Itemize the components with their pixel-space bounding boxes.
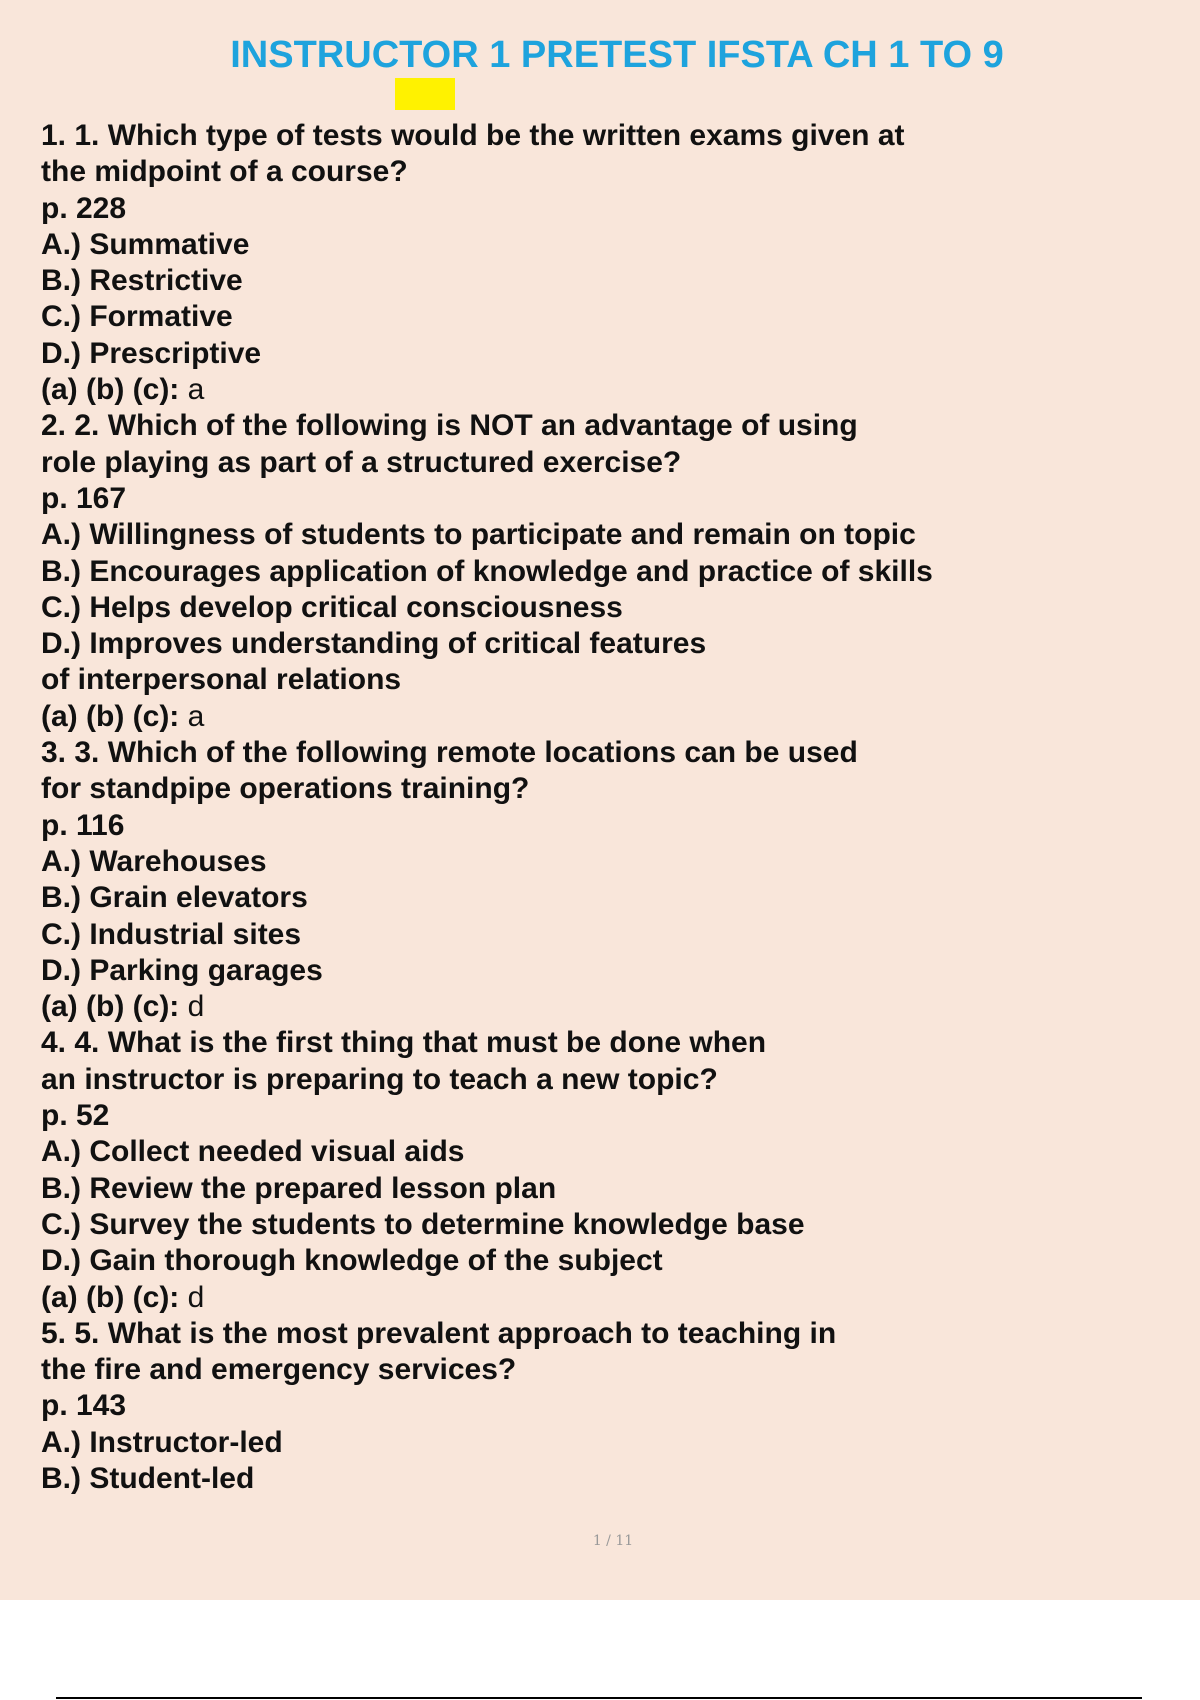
question-prompt-line: an instructor is preparing to teach a new topic?	[41, 1062, 718, 1096]
answer-key-label: (a) (b) (c):	[41, 373, 180, 407]
question-prompt-line: 3. 3. Which of the following remote locations can be used	[41, 736, 858, 770]
question-prompt-line: 2. 2. Which of the following is NOT an advantage of using	[41, 409, 858, 443]
answer-option: A.) Collect needed visual aids	[41, 1135, 465, 1169]
page-reference: p. 228	[41, 191, 127, 225]
page-reference: p. 52	[41, 1099, 110, 1133]
question-prompt-line: 4. 4. What is the first thing that must be done when	[41, 1026, 767, 1060]
answer-option: C.) Helps develop critical consciousness	[41, 590, 623, 624]
answer-option: D.) Parking garages	[41, 953, 323, 987]
answer-option: D.) Gain thorough knowledge of the subject	[41, 1244, 663, 1278]
answer-option: B.) Restrictive	[41, 264, 243, 298]
answer-option: A.) Instructor-led	[41, 1425, 283, 1459]
answer-option: C.) Formative	[41, 300, 233, 334]
question-prompt-line: the fire and emergency services?	[41, 1353, 517, 1387]
answer-option: D.) Prescriptive	[41, 336, 262, 370]
page-indicator: 1 / 11	[592, 1533, 634, 1549]
answer-option: A.) Summative	[41, 227, 250, 261]
question-2	[41, 408, 1161, 735]
answer-option: A.) Willingness of students to participate and remain on topic	[41, 518, 916, 552]
answer-key	[41, 699, 1161, 735]
answer-option: B.) Grain elevators	[41, 881, 308, 915]
question-list	[41, 118, 1161, 1497]
question-prompt-line: the midpoint of a course?	[41, 155, 408, 189]
page-reference: p. 143	[41, 1389, 127, 1423]
question-prompt-line: role playing as part of a structured exercise?	[41, 445, 682, 479]
answer-option: D.) Improves understanding of critical features	[41, 627, 707, 661]
answer-key-value: a	[179, 699, 205, 733]
question-3	[41, 735, 1161, 1025]
answer-key-label: (a) (b) (c):	[41, 1280, 180, 1314]
answer-option: B.) Review the prepared lesson plan	[41, 1171, 557, 1205]
answer-key	[41, 1280, 1161, 1316]
page-reference: p. 116	[41, 808, 125, 842]
question-prompt-line: 5. 5. What is the most prevalent approach to teaching in	[41, 1316, 837, 1350]
answer-option-continuation: of interpersonal relations	[41, 663, 402, 697]
answer-key-label: (a) (b) (c):	[41, 990, 180, 1024]
answer-key	[41, 989, 1161, 1025]
question-prompt-line: for standpipe operations training?	[41, 772, 530, 806]
answer-option: B.) Student-led	[41, 1461, 255, 1495]
answer-option: C.) Survey the students to determine knowledge base	[41, 1207, 805, 1241]
question-1	[41, 118, 1161, 408]
question-5	[41, 1316, 1161, 1497]
answer-key-value: a	[179, 373, 205, 407]
answer-key-value: d	[179, 990, 205, 1024]
footer-divider	[56, 1697, 1142, 1699]
page-reference: p. 167	[41, 481, 127, 515]
answer-key-label: (a) (b) (c):	[41, 699, 180, 733]
answer-option: A.) Warehouses	[41, 844, 267, 878]
answer-key	[41, 372, 1161, 408]
answer-key-value: d	[179, 1280, 205, 1314]
question-prompt-line: 1. 1. Which type of tests would be the written exams given at	[41, 119, 905, 152]
highlight-mark	[395, 78, 455, 110]
question-4	[41, 1025, 1161, 1315]
answer-option: C.) Industrial sites	[41, 917, 302, 951]
document-title: INSTRUCTOR 1 PRETEST IFSTA CH 1 TO 9	[230, 34, 1004, 76]
answer-option: B.) Encourages application of knowledge and practice of skills	[41, 554, 933, 588]
